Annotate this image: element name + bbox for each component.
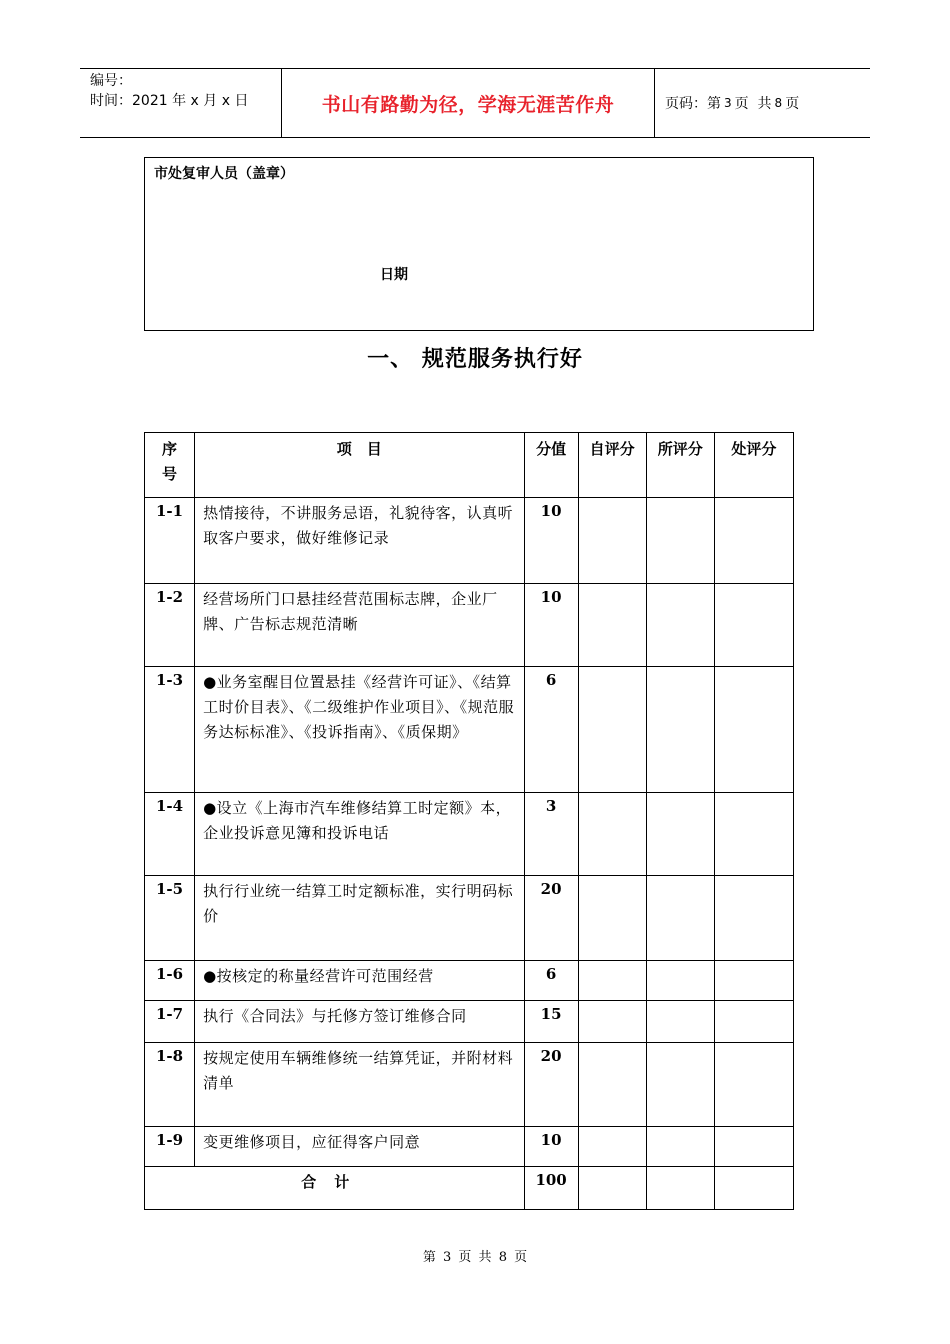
dept-score-cell[interactable] bbox=[714, 961, 793, 1001]
row-no: 1-2 bbox=[145, 584, 195, 667]
table-row bbox=[145, 961, 794, 1001]
header-score: 分值 bbox=[524, 433, 578, 498]
header-item: 项 目 bbox=[195, 433, 525, 498]
reviewer-label: 市处复审人员（盖章） bbox=[154, 166, 294, 182]
row-score: 10 bbox=[524, 584, 578, 667]
row-score: 15 bbox=[524, 1001, 578, 1043]
date-label: 日期 bbox=[380, 267, 408, 283]
dept-score-cell[interactable] bbox=[714, 667, 793, 793]
row-score: 6 bbox=[524, 667, 578, 793]
table-row bbox=[145, 793, 794, 876]
table-header-row bbox=[145, 433, 794, 498]
row-score: 3 bbox=[524, 793, 578, 876]
row-item: 按规定使用车辆维修统一结算凭证，并附材料清单 bbox=[195, 1043, 525, 1127]
dept-score-cell[interactable] bbox=[714, 876, 793, 961]
office-score-cell[interactable] bbox=[646, 876, 714, 961]
row-score: 10 bbox=[524, 498, 578, 584]
row-no: 1-4 bbox=[145, 793, 195, 876]
header-no: 序号 bbox=[145, 433, 195, 498]
reviewer-box bbox=[144, 157, 814, 331]
office-score-cell[interactable] bbox=[646, 1167, 714, 1210]
row-no: 1-3 bbox=[145, 667, 195, 793]
row-no: 1-7 bbox=[145, 1001, 195, 1043]
row-item: 执行行业统一结算工时定额标准，实行明码标价 bbox=[195, 876, 525, 961]
self-score-cell[interactable] bbox=[578, 1043, 646, 1127]
dept-score-cell[interactable] bbox=[714, 584, 793, 667]
office-score-cell[interactable] bbox=[646, 1127, 714, 1167]
header-self-score: 自评分 bbox=[578, 433, 646, 498]
row-item: ●业务室醒目位置悬挂《经营许可证》、《结算工时价目表》、《二级维护作业项目》、《规范服务达标标准》、《投诉指南》、《质保期》 bbox=[195, 667, 525, 793]
self-score-cell[interactable] bbox=[578, 876, 646, 961]
row-no: 1-5 bbox=[145, 876, 195, 961]
office-score-cell[interactable] bbox=[646, 793, 714, 876]
office-score-cell[interactable] bbox=[646, 498, 714, 584]
table-row bbox=[145, 667, 794, 793]
dept-score-cell[interactable] bbox=[714, 1167, 793, 1210]
row-item: ●按核定的称量经营许可范围经营 bbox=[195, 961, 525, 1001]
dept-score-cell[interactable] bbox=[714, 793, 793, 876]
header-meta bbox=[80, 69, 282, 137]
dept-score-cell[interactable] bbox=[714, 1001, 793, 1043]
table-row bbox=[145, 1043, 794, 1127]
self-score-cell[interactable] bbox=[578, 793, 646, 876]
total-score: 100 bbox=[524, 1167, 578, 1210]
header-office-score: 所评分 bbox=[646, 433, 714, 498]
header-motto: 书山有路勤为径，学海无涯苦作舟 bbox=[282, 69, 655, 137]
self-score-cell[interactable] bbox=[578, 667, 646, 793]
page-prefix: 页码：第 bbox=[665, 96, 721, 112]
row-score: 6 bbox=[524, 961, 578, 1001]
self-score-cell[interactable] bbox=[578, 584, 646, 667]
row-score: 10 bbox=[524, 1127, 578, 1167]
section-title: 一、 规范服务执行好 bbox=[367, 346, 583, 372]
office-score-cell[interactable] bbox=[646, 667, 714, 793]
code-label: 编号： bbox=[90, 73, 132, 89]
row-item: ●设立《上海市汽车维修结算工时定额》本，企业投诉意见簿和投诉电话 bbox=[195, 793, 525, 876]
row-score: 20 bbox=[524, 1043, 578, 1127]
row-item: 变更维修项目，应征得客户同意 bbox=[195, 1127, 525, 1167]
row-no: 1-6 bbox=[145, 961, 195, 1001]
row-item: 执行《合同法》与托修方签订维修合同 bbox=[195, 1001, 525, 1043]
self-score-cell[interactable] bbox=[578, 1167, 646, 1210]
table-row bbox=[145, 1127, 794, 1167]
total-label: 合计 bbox=[145, 1167, 525, 1210]
row-no: 1-1 bbox=[145, 498, 195, 584]
page-footer: 第 3 页 共 8 页 bbox=[422, 1250, 528, 1265]
row-item: 热情接待，不讲服务忌语，礼貌待客，认真听取客户要求，做好维修记录 bbox=[195, 498, 525, 584]
office-score-cell[interactable] bbox=[646, 961, 714, 1001]
page-current: 3 bbox=[724, 96, 732, 110]
row-no: 1-9 bbox=[145, 1127, 195, 1167]
header-dept-score: 处评分 bbox=[714, 433, 793, 498]
dept-score-cell[interactable] bbox=[714, 1043, 793, 1127]
page-mid: 页 共 bbox=[734, 96, 772, 112]
self-score-cell[interactable] bbox=[578, 1001, 646, 1043]
row-item: 经营场所门口悬挂经营范围标志牌，企业厂牌、广告标志规范清晰 bbox=[195, 584, 525, 667]
row-no: 1-8 bbox=[145, 1043, 195, 1127]
table-row bbox=[145, 1001, 794, 1043]
office-score-cell[interactable] bbox=[646, 1001, 714, 1043]
office-score-cell[interactable] bbox=[646, 584, 714, 667]
page-total: 8 bbox=[774, 96, 783, 110]
table-row bbox=[145, 876, 794, 961]
table-row bbox=[145, 584, 794, 667]
page-header bbox=[80, 68, 870, 138]
total-row bbox=[145, 1167, 794, 1210]
self-score-cell[interactable] bbox=[578, 498, 646, 584]
dept-score-cell[interactable] bbox=[714, 498, 793, 584]
table-row bbox=[145, 498, 794, 584]
self-score-cell[interactable] bbox=[578, 961, 646, 1001]
row-score: 20 bbox=[524, 876, 578, 961]
header-page-number bbox=[655, 69, 870, 137]
self-score-cell[interactable] bbox=[578, 1127, 646, 1167]
time-label: 时间：2021 年 x 月 x 日 bbox=[90, 93, 249, 109]
score-table bbox=[144, 432, 794, 1210]
page-suffix: 页 bbox=[785, 96, 800, 112]
office-score-cell[interactable] bbox=[646, 1043, 714, 1127]
dept-score-cell[interactable] bbox=[714, 1127, 793, 1167]
